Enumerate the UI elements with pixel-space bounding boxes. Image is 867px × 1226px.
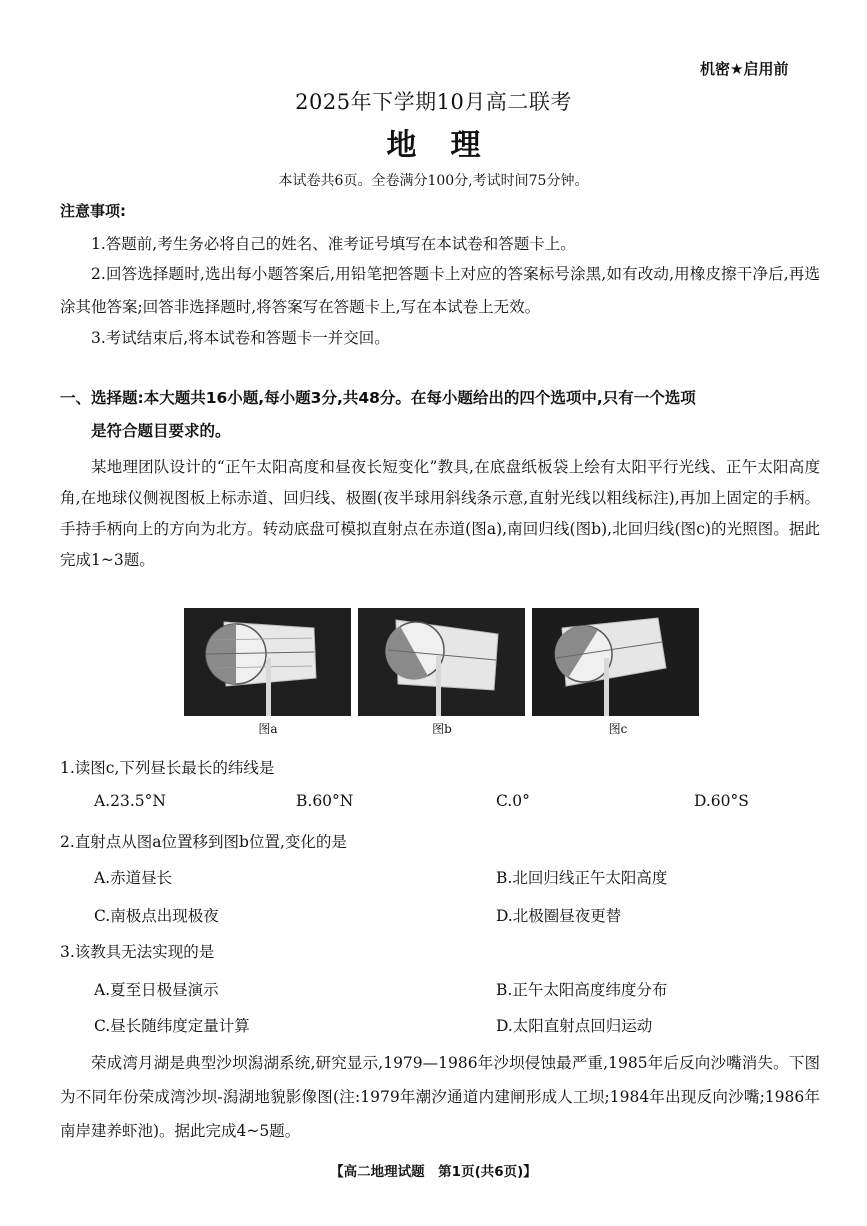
notice-item-3: 3.考试结束后,将本试卷和答题卡一并交回。 <box>91 329 390 347</box>
passage-1: 某地理团队设计的“正午太阳高度和昼夜长短变化”教具,在底盘纸板袋上绘有太阳平行光线、正午太阳高度角,在地球仪侧视图板上标赤道、回归线、极圈(夜半球用斜线条示意,直射光线以粗线标注),再加上固定的手柄。手持手柄向上的方向为北方。转动底盘可模拟直射点在赤道(图a),南回归线(图b),北回归线(图c)的光照图。据此完成1~3题。 <box>60 458 820 569</box>
figure-a-photo <box>184 608 351 716</box>
passage-2: 荣成湾月湖是典型沙坝潟湖系统,研究显示,1979—1986年沙坝侵蚀最严重,1985年后反向沙嘴消失。下图为不同年份荣成湾沙坝-潟湖地貌影像图(注:1979年潮汐通道内建闸形成人工坝;1984年出现反向沙嘴;1986年南岸建养虾池)。据此完成4~5题。 <box>60 1054 820 1140</box>
question-3-option-a: A.夏至日极昼演示 <box>94 981 219 999</box>
confidential-mark: 机密★启用前 <box>700 60 789 78</box>
question-1-option-a: A.23.5°N <box>94 792 166 810</box>
question-2-option-d: D.北极圈昼夜更替 <box>496 907 622 925</box>
notice-item-1: 1.答题前,考生务必将自己的姓名、准考证号填写在本试卷和答题卡上。 <box>91 235 576 253</box>
subject-title: 地理 <box>386 128 515 163</box>
question-3-option-c: C.昼长随纬度定量计算 <box>94 1017 250 1035</box>
section1-heading-line1: 一、选择题:本大题共16小题,每小题3分,共48分。在每小题给出的四个选项中,只有一个选项 <box>60 389 696 407</box>
question-2-option-b: B.北回归线正午太阳高度 <box>496 869 668 887</box>
figure-c-caption: 图c <box>608 722 628 736</box>
question-3-stem: 3.该教具无法实现的是 <box>60 943 215 961</box>
page-footer: 【高二地理试题 第1页(共6页)】 <box>330 1164 537 1180</box>
figure-b-caption: 图b <box>432 722 452 736</box>
question-2-option-c: C.南极点出现极夜 <box>94 907 219 925</box>
figure-b-photo <box>358 608 525 716</box>
exam-title: 2025年下学期10月高二联考 <box>295 90 572 114</box>
section1-heading-line2: 是符合题目要求的。 <box>91 422 231 440</box>
figure-c-photo <box>532 608 699 716</box>
figure-group <box>184 608 699 736</box>
question-1-option-c: C.0° <box>496 792 530 810</box>
question-1-option-b: B.60°N <box>296 792 354 810</box>
question-3-option-d: D.太阳直射点回归运动 <box>496 1017 653 1035</box>
notice-item-2: 2.回答选择题时,选出每小题答案后,用铅笔把答题卡上对应的答案标号涂黑,如有改动,用橡皮擦干净后,再选涂其他答案;回答非选择题时,将答案写在答题卡上,写在本试卷上无效。 <box>60 265 820 316</box>
question-2-stem: 2.直射点从图a位置移到图b位置,变化的是 <box>60 833 347 851</box>
question-1-stem: 1.读图c,下列昼长最长的纬线是 <box>60 759 275 777</box>
question-3-option-b: B.正午太阳高度纬度分布 <box>496 981 668 999</box>
notice-title: 注意事项: <box>60 202 126 220</box>
question-1-option-d: D.60°S <box>694 792 749 810</box>
exam-meta: 本试卷共6页。全卷满分100分,考试时间75分钟。 <box>278 173 589 189</box>
section1-heading <box>60 382 820 448</box>
figure-a-caption: 图a <box>258 722 278 736</box>
question-2-option-a: A.赤道昼长 <box>94 869 173 887</box>
